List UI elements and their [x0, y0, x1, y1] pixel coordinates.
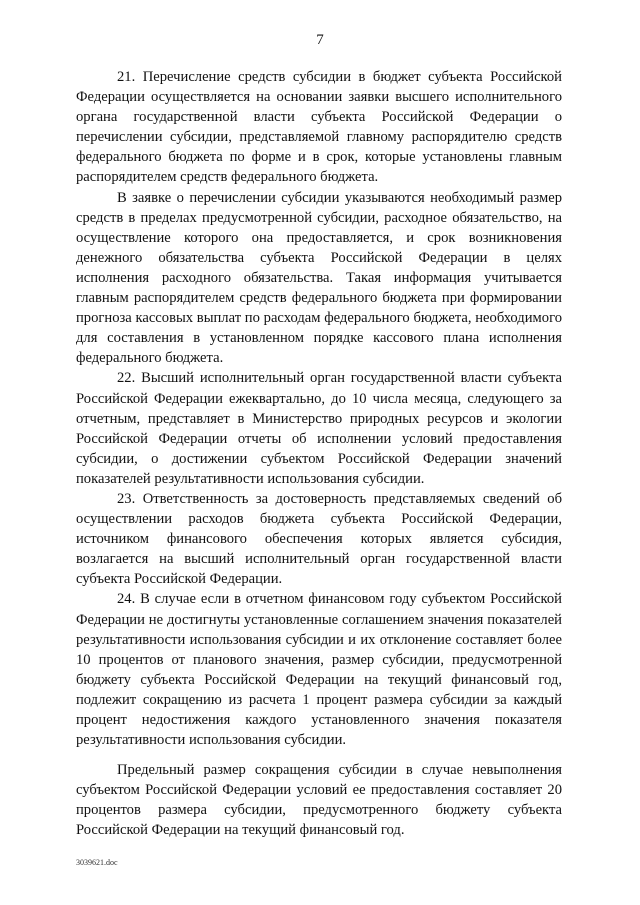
paragraph-23: 23. Ответственность за достоверность представляемых сведений об осуществлении расходов бюджета субъекта Российской Федерации, источником финансового обеспечения которых является субсидия, возлагается на высший исполнительный орган государственной власти субъекта Российской Федерации. [76, 490, 562, 588]
paragraph-22: 22. Высший исполнительный орган государственной власти субъекта Российской Федерации ежеквартально, до 10 числа месяца, следующего за отчетным, представляет в Министерство природных ресурсов и экологии Российской Федерации отчеты об исполнении условий предоставления субсидии, о достижении субъектом Российской Федерации значений показателей результативности использования субсидии. [76, 370, 562, 487]
paragraph-24: 24. В случае если в отчетном финансовом году субъектом Российской Федерации не достигнуты установленные соглашением значения показателей результативности использования субсидии и их отклонение составляет более 10 процентов от планового значения, размер субсидии, предусмотренной бюджету субъекта Российской Федерации на текущий финансовый год, подлежит сокращению из расчета 1 процент размера субсидии за каждый процент недостижения каждого установленного значения показателя результативности использования субсидии. [76, 591, 562, 749]
paragraph-24-reduction-limit: Предельный размер сокращения субсидии в случае невыполнения субъектом Российской Федерации условий ее предоставления составляет 20 процентов размера субсидии, предусмотренного бюджету субъекта Российской Федерации на текущий финансовый год. [76, 762, 562, 839]
paragraph-21: 21. Перечисление средств субсидии в бюджет субъекта Российской Федерации осуществляется на основании заявки высшего исполнительного органа государственной власти субъекта Российской Федерации о перечислении субсидии, представляемой главному распорядителю средств федерального бюджета по форме и в срок, которые установлены главным распорядителем средств федерального бюджета. [76, 69, 562, 186]
document-file-reference: 3039621.doc [76, 858, 118, 867]
page-number: 7 [316, 32, 324, 48]
paragraph-21-application-details: В заявке о перечислении субсидии указываются необходимый размер средств в пределах предусмотренной субсидии, расходное обязательство, на осуществление которого она предоставляется, и срок возникновения денежного обязательства субъекта Российской Федерации в целях исполнения расходного обязательства. Такая информация учитывается главным распорядителем средств федерального бюджета при формировании прогноза кассовых выплат по расходам федерального бюджета, необходимого для составления в установленном порядке кассового плана исполнения федерального бюджета. [76, 189, 562, 367]
document-body [76, 67, 562, 841]
